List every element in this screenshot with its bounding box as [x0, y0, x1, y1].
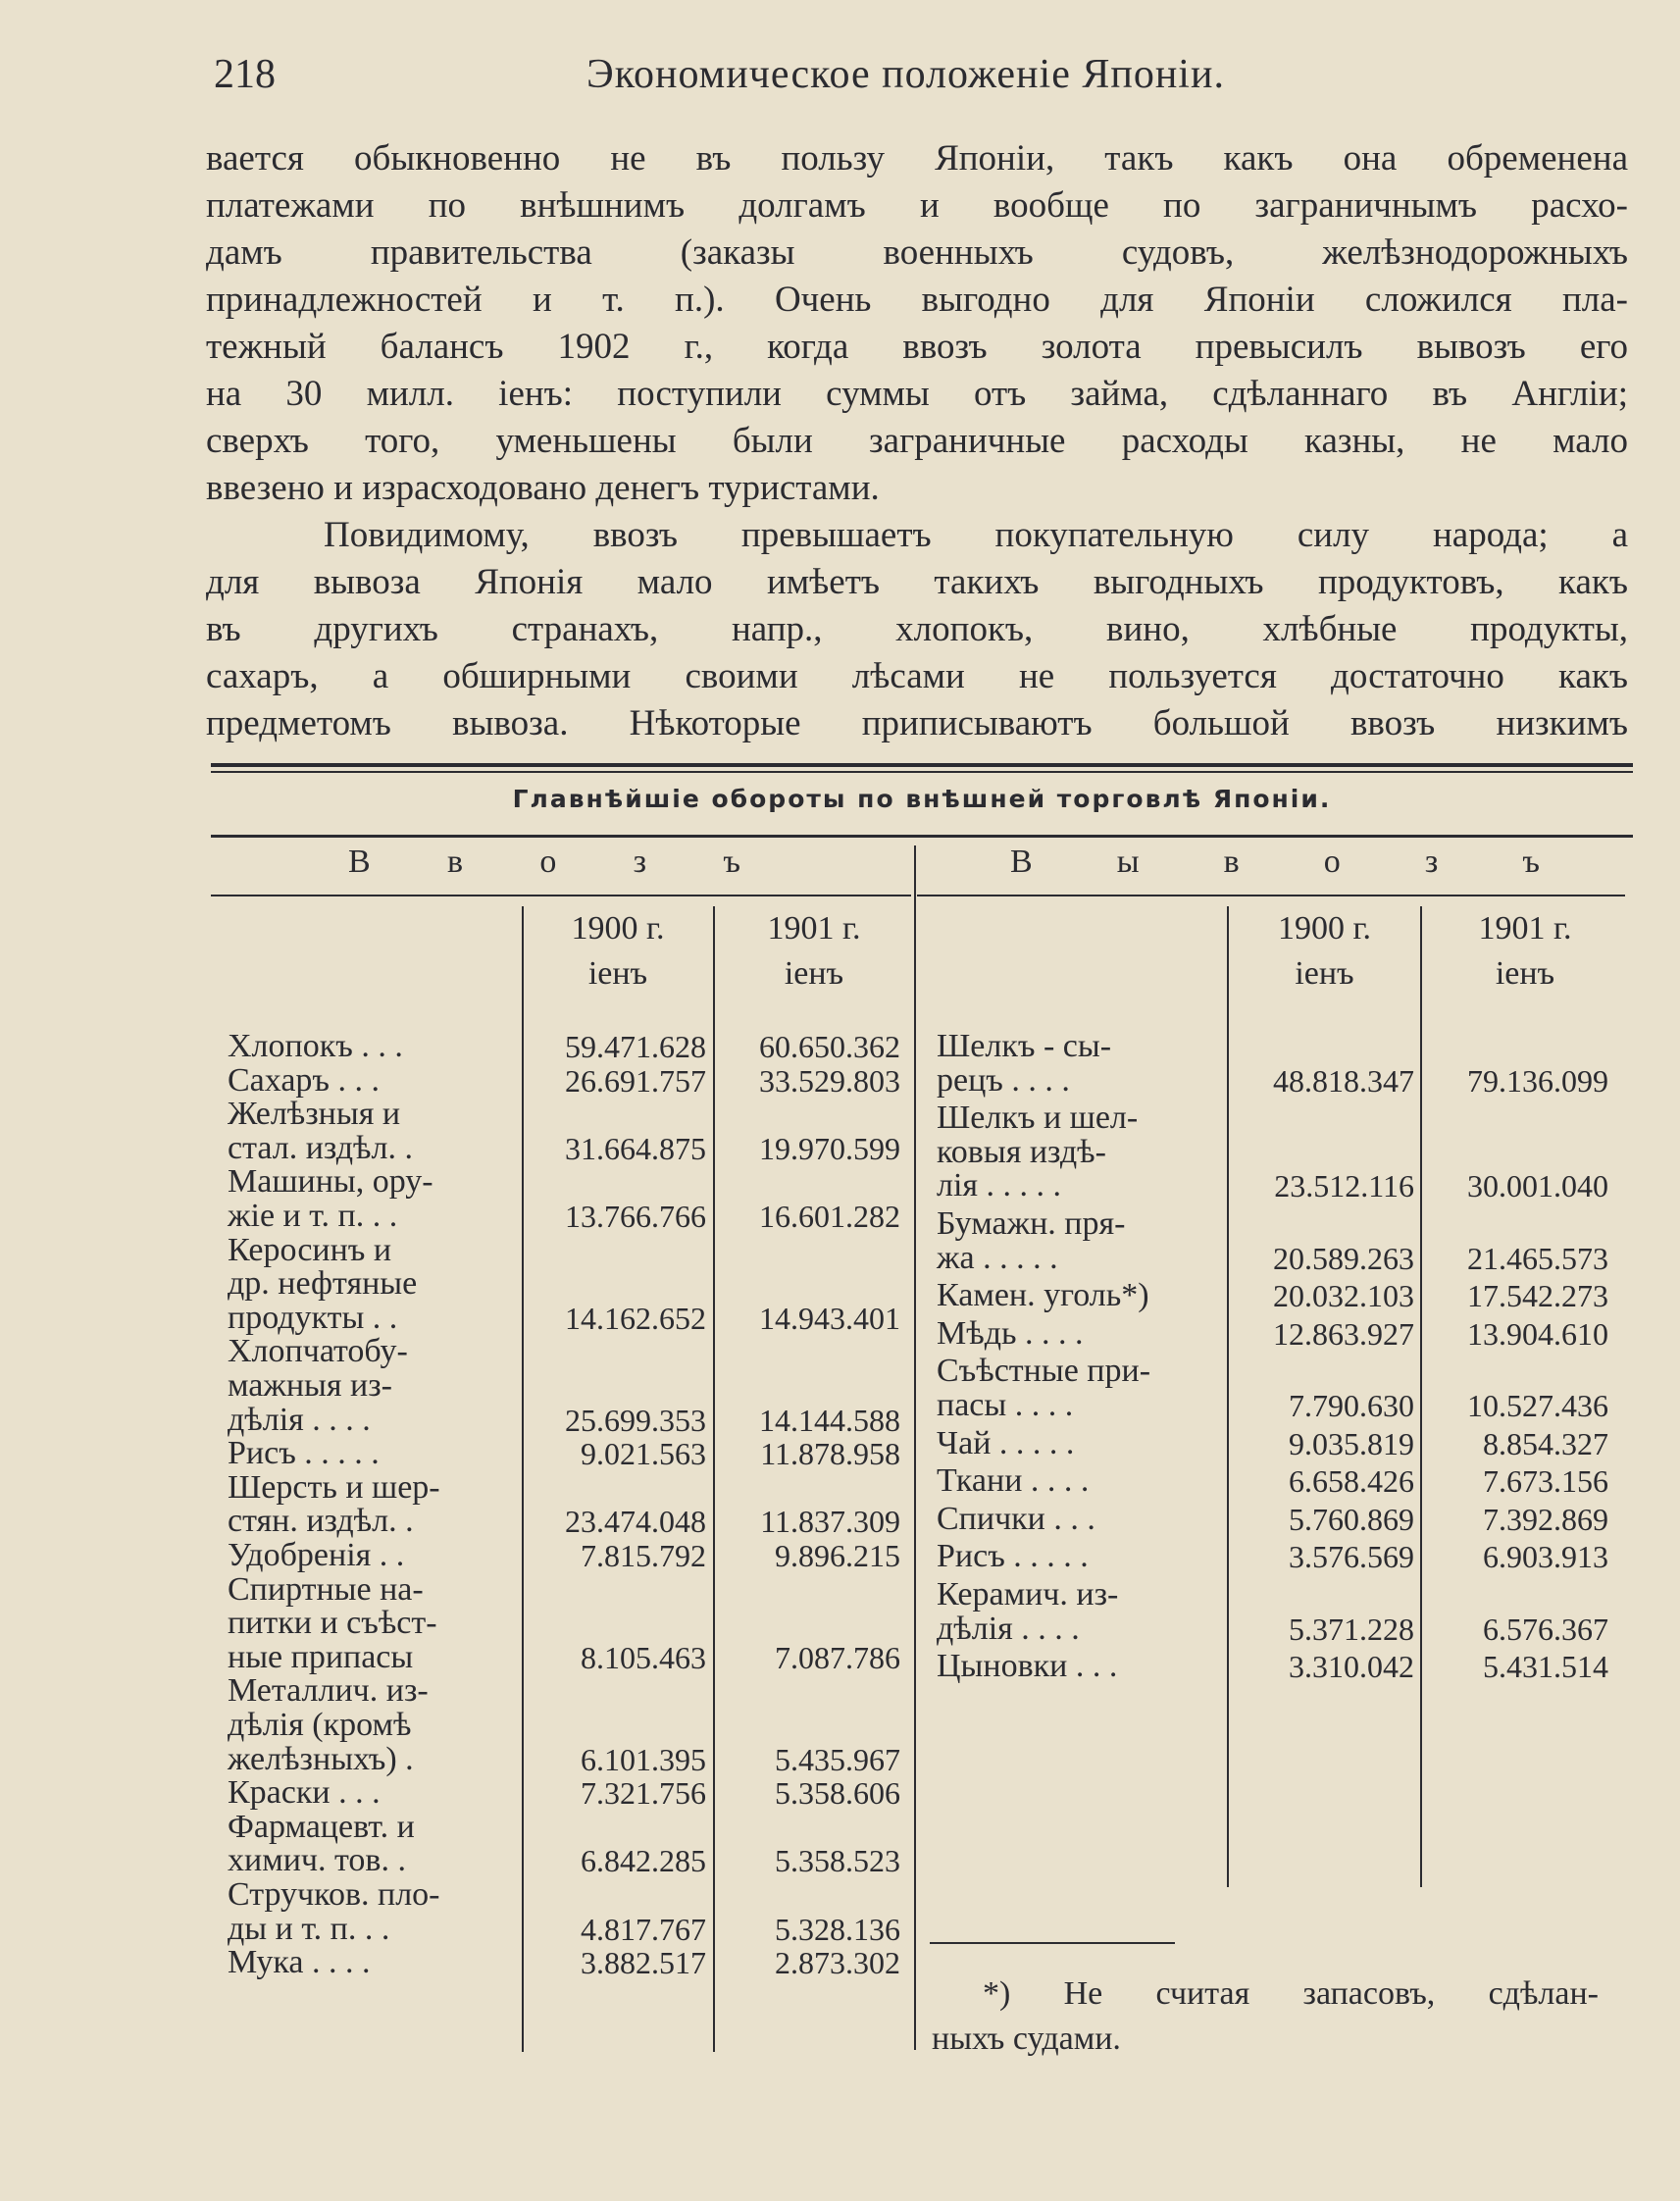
value-1901: 30.001.040 — [1467, 1168, 1608, 1204]
table-row — [228, 1468, 900, 1540]
table-row — [937, 1279, 1608, 1313]
value-1900: 8.105.463 — [581, 1639, 706, 1675]
value-1901: 13.904.610 — [1467, 1315, 1608, 1352]
paragraph-line: ввезено и израсходовано денегъ туристами. — [206, 468, 880, 508]
value-1900: 6.101.395 — [581, 1741, 706, 1777]
value-1900: 14.162.652 — [565, 1300, 706, 1336]
row-label: Хлопчатобу- — [228, 1333, 408, 1370]
unit-label: iенъ — [784, 955, 844, 992]
row-label: Спиртные на- — [228, 1570, 424, 1608]
table-row — [228, 1030, 900, 1064]
table-row — [228, 1165, 900, 1233]
row-label: Съѣстные при- — [937, 1353, 1151, 1390]
table-section-rule — [211, 835, 1633, 838]
row-label: Машины, ору- — [228, 1163, 433, 1201]
table-row — [228, 1539, 900, 1573]
row-label: рецъ . . . . — [937, 1061, 1070, 1099]
row-label: Шерсть и шер- — [228, 1468, 440, 1506]
row-label: дѣлiя (кромѣ — [228, 1706, 412, 1743]
table-row — [228, 1231, 900, 1336]
export-heading-letter: в — [1223, 844, 1240, 880]
year-label: 1900 г. — [571, 910, 665, 947]
paragraph-line: дамъ правительства (заказы военныхъ судовъ, желѣзнодорожныхъ — [206, 232, 1628, 273]
value-1900: 7.790.630 — [1289, 1387, 1414, 1423]
page-header — [214, 51, 1631, 100]
value-1901: 14.144.588 — [759, 1402, 900, 1438]
row-label: Камен. уголь*) — [937, 1277, 1149, 1314]
export-heading-letter: з — [1424, 844, 1439, 880]
table-row — [937, 1207, 1608, 1275]
paragraph-line: въ другихъ странахъ, напр., хлопокъ, вино, хлѣбные продукты, — [206, 609, 1628, 649]
value-1901: 5.358.606 — [775, 1775, 900, 1812]
export-heading-letter: ъ — [1522, 844, 1540, 880]
import-heading-letter: з — [633, 844, 647, 880]
table-row — [228, 1098, 900, 1165]
row-label: ды и т. п. . . — [228, 1910, 390, 1947]
value-1901: 11.837.309 — [760, 1504, 900, 1540]
import-subrule — [211, 895, 911, 896]
row-label: дѣлiя . . . . — [228, 1401, 371, 1438]
value-1901: 79.136.099 — [1467, 1062, 1608, 1099]
row-label: продукты . . — [228, 1299, 398, 1336]
import-heading-letter: в — [446, 844, 464, 880]
running-title: Экономическое положенiе Японiи. — [586, 52, 1225, 97]
row-label: стал. издѣл. . — [228, 1129, 413, 1166]
row-label: химич. тов. . — [228, 1842, 406, 1879]
row-label: жiе и т. п. . . — [228, 1197, 398, 1234]
export-heading-letter: ы — [1116, 844, 1140, 880]
import-heading-letter: о — [539, 844, 557, 880]
row-label: мажныя из- — [228, 1366, 392, 1404]
value-1900: 48.818.347 — [1273, 1062, 1414, 1099]
table-row — [228, 1808, 900, 1879]
import-col-1901-header — [721, 906, 907, 997]
value-1900: 31.664.875 — [565, 1130, 706, 1166]
import-heading — [348, 844, 740, 881]
value-1901: 19.970.599 — [759, 1130, 900, 1166]
row-label: Хлопокъ . . . — [228, 1028, 403, 1064]
value-1900: 4.817.767 — [581, 1911, 706, 1947]
value-1900: 12.863.927 — [1273, 1315, 1414, 1352]
footnote — [932, 1971, 1599, 2062]
table-top-rule-thin — [211, 771, 1633, 773]
value-1900: 26.691.757 — [565, 1062, 706, 1099]
paragraph-line: Повидимому, ввозъ превышаетъ покупательную силу народа; а — [324, 515, 1628, 555]
value-1901: 17.542.273 — [1467, 1278, 1608, 1314]
table-row — [937, 1540, 1608, 1574]
export-heading-letter: В — [1010, 844, 1033, 880]
page-number: 218 — [214, 52, 276, 97]
table-row — [937, 1101, 1608, 1203]
paragraph-2 — [206, 512, 1628, 747]
value-1900: 6.842.285 — [581, 1843, 706, 1879]
table-row — [228, 1570, 900, 1675]
footnote-line: *) Не считая запасовъ, сдѣлан- — [983, 1975, 1599, 2012]
paragraph-line: вается обыкновенно не въ пользу Японiи, такъ какъ она обременена — [206, 138, 1628, 179]
value-1901: 7.392.869 — [1483, 1501, 1608, 1537]
value-1900: 3.882.517 — [581, 1945, 706, 1981]
row-label: желѣзныхъ) . — [228, 1740, 414, 1777]
row-label: Фармацевт. и — [228, 1808, 415, 1845]
row-label: Бумажн. пря- — [937, 1205, 1126, 1242]
export-col-1901-header — [1427, 906, 1623, 997]
table-row — [937, 1314, 1608, 1352]
table-row — [228, 1776, 900, 1811]
import-heading-letter: В — [348, 844, 371, 880]
value-1901: 10.527.436 — [1467, 1387, 1608, 1423]
value-1901: 5.328.136 — [775, 1911, 900, 1947]
table-row — [937, 1500, 1608, 1537]
row-label: Керамич. из- — [937, 1576, 1119, 1612]
paragraph-line: сверхъ того, уменьшены были заграничные расходы казны, не мало — [206, 421, 1628, 461]
value-1901: 16.601.282 — [759, 1198, 900, 1234]
row-label: Цыновки . . . — [937, 1648, 1118, 1685]
row-label: Спички . . . — [937, 1500, 1095, 1537]
footnote-rule — [930, 1942, 1175, 1944]
row-label: Рисъ . . . . . — [937, 1538, 1089, 1575]
value-1900: 25.699.353 — [565, 1402, 706, 1438]
value-1900: 20.032.103 — [1273, 1278, 1414, 1314]
value-1900: 5.760.869 — [1289, 1501, 1414, 1537]
row-label: ные припасы — [228, 1638, 414, 1675]
value-1900: 23.512.116 — [1274, 1168, 1414, 1204]
row-label: Металлич. из- — [228, 1672, 429, 1710]
table-row — [228, 1437, 900, 1471]
row-label: стян. издѣл. . — [228, 1503, 414, 1540]
value-1901: 5.431.514 — [1483, 1649, 1608, 1685]
table-row — [228, 1946, 900, 1980]
value-1900: 7.815.792 — [581, 1538, 706, 1573]
row-label: лiя . . . . . — [937, 1167, 1062, 1204]
paragraph-line: тежный балансъ 1902 г., когда ввозъ золота превысилъ вывозъ его — [206, 327, 1628, 367]
value-1900: 9.035.819 — [1289, 1425, 1414, 1461]
footnote-line: ныхъ судами. — [932, 2021, 1121, 2057]
value-1900: 7.321.756 — [581, 1775, 706, 1812]
value-1900: 9.021.563 — [581, 1436, 706, 1472]
value-1900: 23.474.048 — [565, 1504, 706, 1540]
row-label: Стручков. пло- — [228, 1876, 440, 1913]
center-divider — [914, 845, 916, 2050]
table-row — [228, 1061, 900, 1099]
table-top-rule — [211, 763, 1633, 767]
row-label: Сахаръ . . . — [228, 1061, 380, 1099]
value-1901: 8.854.327 — [1483, 1425, 1608, 1461]
year-label: 1900 г. — [1277, 910, 1372, 947]
value-1900: 6.658.426 — [1289, 1463, 1414, 1500]
row-label: Керосинъ и — [228, 1231, 392, 1268]
value-1901: 9.896.215 — [775, 1538, 900, 1573]
row-label: Шелкъ - сы- — [937, 1028, 1112, 1064]
row-label: Краски . . . — [228, 1774, 381, 1812]
value-1900: 3.576.569 — [1289, 1539, 1414, 1575]
unit-label: iенъ — [1495, 955, 1555, 992]
value-1901: 5.435.967 — [775, 1741, 900, 1777]
value-1901: 2.873.302 — [775, 1945, 900, 1981]
table-row — [228, 1878, 900, 1946]
row-label: питки и съѣст- — [228, 1605, 437, 1642]
import-heading-letter: ъ — [723, 844, 740, 880]
paragraph-line: сахаръ, а обширными своими лѣсами не пользуется достаточно какъ — [206, 656, 1628, 696]
paragraph-line: принадлежностей и т. п.). Очень выгодно для Японiи сложился пла- — [206, 280, 1628, 320]
table-row — [937, 1578, 1608, 1646]
row-label: Удобренiя . . — [228, 1537, 405, 1573]
table-row — [228, 1335, 900, 1437]
unit-label: iенъ — [587, 955, 648, 992]
row-label: ковыя издѣ- — [937, 1133, 1106, 1170]
table-title: Главнѣйшiе обороты по внѣшней торговлѣ Японiи. — [512, 785, 1332, 813]
value-1901: 11.878.958 — [760, 1436, 900, 1472]
value-1901: 33.529.803 — [759, 1062, 900, 1099]
value-1901: 21.465.573 — [1467, 1240, 1608, 1276]
export-heading-letter: о — [1323, 844, 1341, 880]
value-1900: 59.471.628 — [565, 1029, 706, 1064]
value-1900: 20.589.263 — [1273, 1240, 1414, 1276]
value-1901: 6.903.913 — [1483, 1539, 1608, 1575]
value-1900: 5.371.228 — [1289, 1611, 1414, 1647]
value-1901: 60.650.362 — [759, 1029, 900, 1064]
value-1900: 13.766.766 — [565, 1198, 706, 1234]
value-1901: 14.943.401 — [759, 1300, 900, 1336]
table-row — [937, 1424, 1608, 1461]
table-row — [937, 1355, 1608, 1422]
row-label: пасы . . . . — [937, 1386, 1074, 1423]
unit-label: iенъ — [1295, 955, 1354, 992]
export-col-1900-header — [1234, 906, 1415, 997]
row-label: Мука . . . . — [228, 1944, 371, 1981]
export-subrule — [917, 895, 1625, 896]
row-label: Рисъ . . . . . — [228, 1435, 380, 1472]
row-label: Шелкъ и шел- — [937, 1100, 1139, 1137]
row-label: Желѣзныя и — [228, 1096, 401, 1133]
row-label: Мѣдь . . . . — [937, 1314, 1084, 1352]
year-label: 1901 г. — [1478, 910, 1572, 947]
import-col-1900-header — [530, 906, 706, 997]
paragraph-line: предметомъ вывоза. Нѣкоторые приписываютъ большой ввозъ низкимъ — [206, 703, 1628, 743]
table-row — [937, 1464, 1608, 1499]
row-label: дѣлiя . . . . — [937, 1610, 1080, 1647]
table-row — [937, 1030, 1608, 1098]
value-1901: 6.576.367 — [1483, 1611, 1608, 1647]
table-row — [228, 1674, 900, 1776]
table-row — [937, 1650, 1608, 1684]
paragraph-line: для вывоза Японiя мало имѣетъ такихъ выгодныхъ продуктовъ, какъ — [206, 562, 1628, 602]
row-label: др. нефтяные — [228, 1265, 418, 1303]
row-label: Чай . . . . . — [937, 1424, 1075, 1461]
value-1901: 7.087.786 — [775, 1639, 900, 1675]
row-label: жа . . . . . — [937, 1239, 1058, 1276]
paragraph-line: платежами по внѣшнимъ долгамъ и вообще по заграничнымъ расхо- — [206, 185, 1628, 226]
export-heading — [1010, 844, 1540, 881]
row-label: Ткани . . . . — [937, 1462, 1090, 1500]
paragraph-line: на 30 милл. iенъ: поступили суммы отъ займа, сдѣланнаго въ Англiи; — [206, 374, 1628, 414]
year-label: 1901 г. — [767, 910, 861, 947]
value-1900: 3.310.042 — [1289, 1649, 1414, 1685]
paragraph-1 — [206, 135, 1628, 512]
value-1901: 7.673.156 — [1483, 1463, 1608, 1500]
value-1901: 5.358.523 — [775, 1843, 900, 1879]
